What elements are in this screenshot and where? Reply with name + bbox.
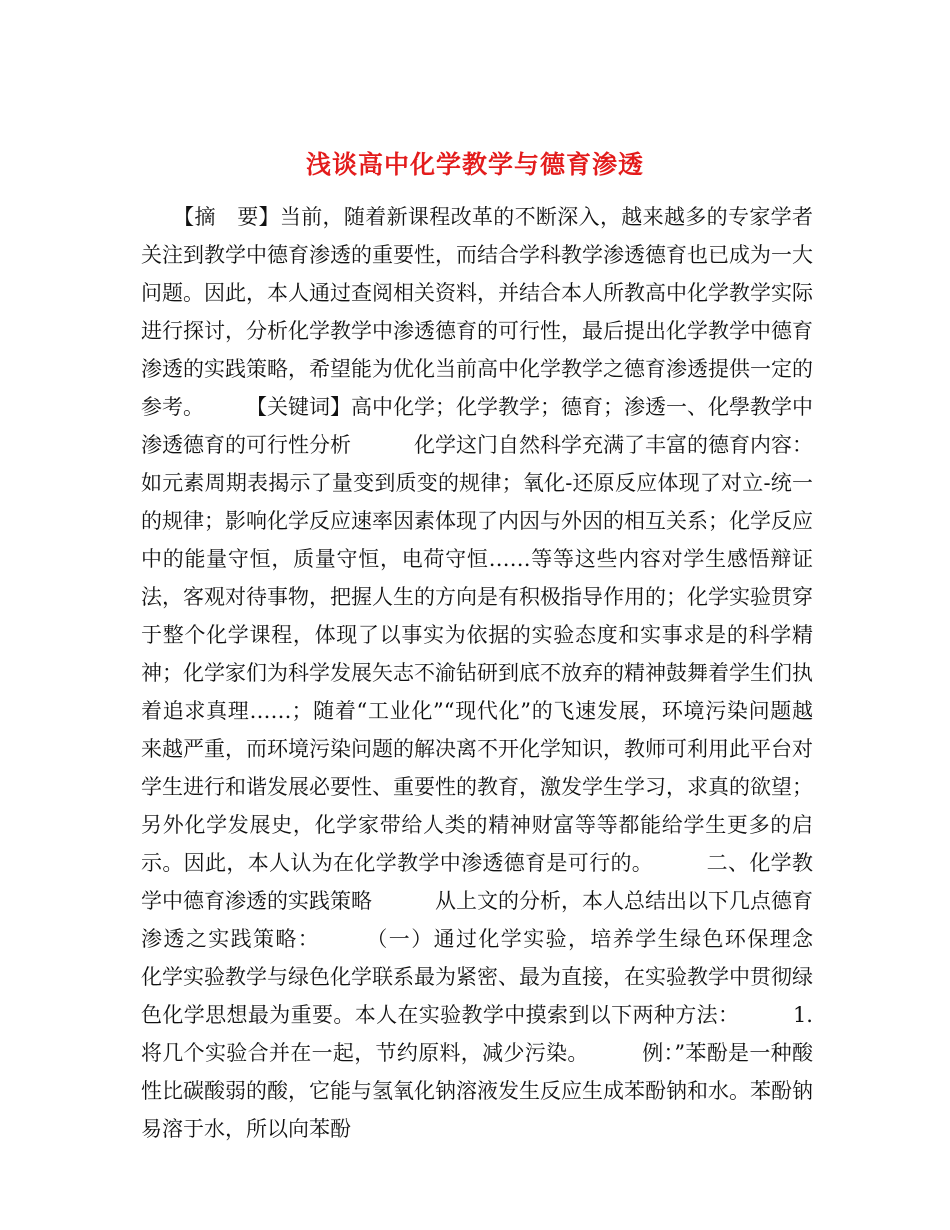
document-title: 浅谈高中化学教学与德育渗透 — [305, 149, 644, 179]
document-body-text: 【摘 要】当前，随着新课程改革的不断深入，越来越多的专家学者关注到教学中德育渗透的重要性，而结合学科教学渗透德育也已成为一大问题。因此，本人通过查阅相关资料，并结合本人所教高中化学教学实际进行探讨，分析化学教学中渗透德育的可行性，最后提出化学教学中德育渗透的实践策略，希望能为优化当前高中化学教学之德育渗透提供一定的参考。 【关键词】高中化学；化学教学；德育；渗透一、化學教学中渗透德育的可行性分析 化学这门自然科学充满了丰富的德育内容：如元素周期表揭示了量变到质变的规律；氧化-还原反应体现了对立-统一的规律；影响化学反应速率因素体现了内因与外因的相互关系；化学反应中的能量守恒，质量守恒，电荷守恒……等等这些内容对学生感悟辩证法，客观对待事物，把握人生的方向是有积极指导作用的；化学实验贯穿于整个化学课程，体现了以事实为依据的实验态度和实事求是的科学精神；化学家们为科学发展矢志不渝钻研到底不放弃的精神鼓舞着学生们执着追求真理……；随着“工业化”“现代化”的飞速发展，环境污染问题越来越严重，而环境污染问题的解决离不开化学知识，教师可利用此平台对学生进行和谐发展必要性、重要性的教育，激发学生学习，求真的欲望；另外化学发展史，化学家带给人类的精神财富等等都能给学生更多的启示。因此，本人认为在化学教学中渗透德育是可行的。 二、化学教学中德育渗透的实践策略 从上文的分析，本人总结出以下几点德育渗透之实践策略： （一）通过化学实验，培养学生绿色环保理念 化学实验教学与绿色化学联系最为紧密、最为直接，在实验教学中贯彻绿色化学思想最为重要。本人在实验教学中摸索到以下两种方法： 1.将几个实验合并在一起，节约原料，减少污染。 例：”苯酚是一种酸性比碳酸弱的酸，它能与氢氧化钠溶液发生反应生成苯酚钠和水。苯酚钠易溶于水，所以向苯酚 — [141, 205, 876, 1141]
